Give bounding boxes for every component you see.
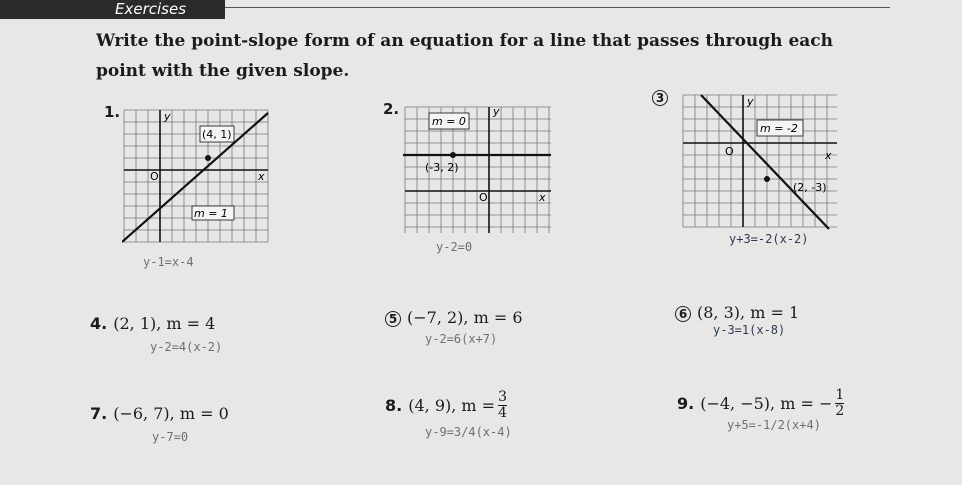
graph-1-point-label: (4, 1) [202,128,232,141]
section-header [0,0,225,19]
graph-3-number: 3 [652,88,668,106]
graph-2-point-label: (-3, 2) [425,161,459,174]
graph-2-point [450,152,456,158]
problem-8-fraction: $\frac{3}{4}$ [498,389,507,421]
graph-2 [403,105,553,237]
problem-5: 5 (−7, 2), m = 6 [385,308,523,327]
graph-3-point [764,176,770,182]
graph-2-slope-label: m = 0 [432,115,466,128]
graph-2-handwritten-answer: y-2=0 [436,240,473,254]
problem-4: 4. (2, 1), m = 4 [90,314,216,333]
problem-9: 9. (−4, −5), m = − $\frac{1}{2}$ [677,387,845,419]
problem-8-handwritten-answer: y-9=3/4(x-4) [425,425,512,439]
graph-1-number: 1. [104,103,121,121]
problem-6-handwritten-answer: y-3=1(x-8) [713,323,786,337]
graph-3-grid [683,95,837,227]
graph-1 [122,108,270,246]
problem-5-handwritten-answer: y-2=6(x+7) [425,332,498,346]
graph-1-point [205,155,211,161]
header-rule [225,7,890,8]
graph-2-x-label: x [539,191,546,204]
graph-1-y-label: y [164,110,171,123]
problem-7: 7. (−6, 7), m = 0 [90,404,229,423]
section-title: Exercises [115,0,187,18]
graph-3 [681,93,839,231]
graph-1-origin-label: O [150,170,159,183]
problem-6: 6 (8, 3), m = 1 [675,303,799,322]
problem-7-handwritten-answer: y-7=0 [152,430,189,444]
graph-3-slope-label: m = -2 [760,122,798,135]
problem-8: 8. (4, 9), m = $\frac{3}{4}$ [385,389,507,421]
graph-1-slope-label: m = 1 [194,207,228,220]
graph-1-handwritten-answer: y-1=x-4 [143,255,194,269]
graph-3-point-label: (2, -3) [793,181,827,194]
problem-9-handwritten-answer: y+5=-1/2(x+4) [727,418,821,432]
instructions-text: Write the point-slope form of an equation for a line that passes through each point with the given slope. [96,31,833,81]
graph-2-number: 2. [383,100,400,118]
graph-2-origin-label: O [479,191,488,204]
graph-2-y-label: y [493,105,500,118]
graph-3-y-label: y [747,95,754,108]
graph-3-handwritten-answer: y+3=-2(x-2) [729,232,809,246]
graph-3-line [701,95,829,229]
graph-3-origin-label: O [725,145,734,158]
graph-1-line [122,113,268,242]
problem-9-fraction: $\frac{1}{2}$ [835,387,845,419]
problem-4-handwritten-answer: y-2=4(x-2) [150,340,223,354]
graph-3-x-label: x [825,149,832,162]
graph-1-x-label: x [258,170,265,183]
